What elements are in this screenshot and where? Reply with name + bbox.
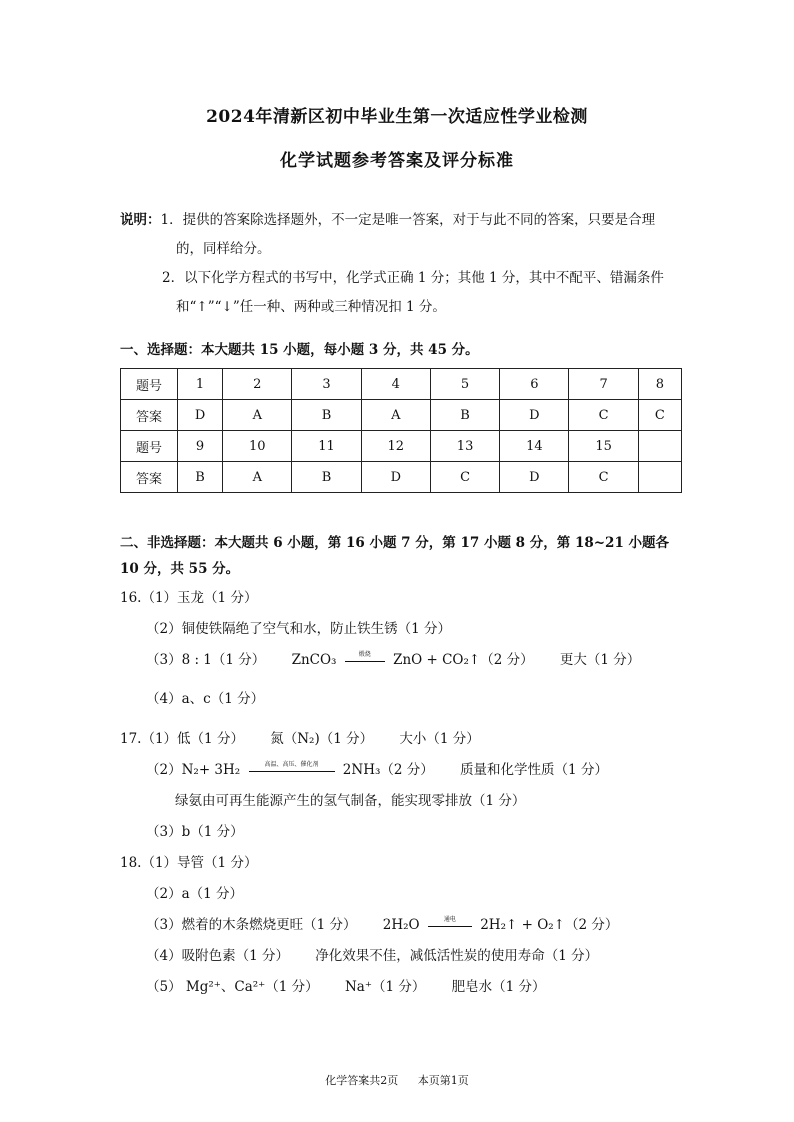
answer-table [120,368,682,493]
table-cell: D [500,462,569,493]
q17-1-b: 氮（N₂)（1 分） [270,731,374,747]
q18-line-5 [146,975,546,995]
q16-line-2: （2）铜使铁隔绝了空气和水，防止铁生锈（1 分） [146,621,451,637]
q16-line-3 [146,648,640,668]
table-row [121,369,682,400]
table-cell: 7 [569,369,638,400]
q16-3-product: ZnO + CO₂↑（2 分） [393,652,534,668]
instruction-2b: 和“↑”“↓”任一种、两种或三种情况扣 1 分。 [176,299,446,315]
q18-3-reactant: 2H₂O [382,917,420,933]
q17-line-2-cont: 绿氨由可再生能源产生的氢气制备，能实现零排放（1 分） [175,793,526,809]
table-cell: 14 [500,431,569,462]
section-1-title: 一、选择题：本大题共 15 小题，每小题 3 分，共 45 分。 [120,342,479,358]
q17-2-product: 2NH₃（2 分） [342,762,434,778]
q16-3-extra: 更大（1 分） [559,652,641,668]
reaction-arrow [428,916,472,927]
page-subtitle: 化学试题参考答案及评分标准 [280,151,514,171]
reaction-arrow [345,651,385,662]
table-cell: 5 [430,369,499,400]
table-cell: 10 [223,431,292,462]
q18-3-product: 2H₂↑ + O₂↑（2 分） [480,917,619,933]
reaction-condition: 通电 [443,916,456,923]
table-cell: 12 [361,431,430,462]
table-label: 答案 [121,462,178,493]
q18-line-3 [146,913,618,933]
table-cell: 13 [430,431,499,462]
table-cell: 11 [292,431,361,462]
table-row [121,431,682,462]
table-cell: A [223,400,292,431]
table-cell: B [292,400,361,431]
table-cell: 6 [500,369,569,400]
table-cell: D [178,400,223,431]
table-cell: 4 [361,369,430,400]
q18-5-a: （5） Mg²⁺、Ca²⁺（1 分） [146,979,319,995]
table-cell: B [178,462,223,493]
q18-4-a: （4）吸附色素（1 分） [146,948,289,964]
table-cell: D [361,462,430,493]
q16-3-reactant: ZnCO₃ [291,652,337,668]
q16-3-ratio: （3）8 : 1（1 分） [146,652,266,668]
q17-1-a: 17.（1）低（1 分） [120,731,244,747]
q17-2-reactants: （2）N₂+ 3H₂ [146,762,241,778]
table-cell: 9 [178,431,223,462]
table-label: 题号 [121,369,178,400]
table-cell: C [569,400,638,431]
q16-line-4: （4）a、c（1 分） [146,691,265,707]
table-cell [638,431,681,462]
reaction-condition: 煅烧 [358,651,371,658]
table-row [121,462,682,493]
table-cell: 1 [178,369,223,400]
instruction-1a: 1．提供的答案除选择题外，不一定是唯一答案，对于与此不同的答案，只要是合理 [160,212,656,228]
table-cell: 3 [292,369,361,400]
footer-current-page: 本页第1页 [417,1074,469,1087]
q16-line-1: 16.（1）玉龙（1 分） [120,590,258,606]
reaction-condition: 高温、高压、催化剂 [264,761,319,768]
footer-total-pages: 化学答案共2页 [325,1074,399,1087]
table-cell: A [361,400,430,431]
reaction-arrow [249,761,335,772]
table-label: 题号 [121,431,178,462]
q17-line-3: （3）b（1 分） [146,824,244,840]
table-cell: C [638,400,681,431]
q17-line-1 [120,727,480,747]
table-cell: 8 [638,369,681,400]
q17-line-2 [146,758,608,778]
table-cell: B [292,462,361,493]
table-cell: C [430,462,499,493]
instruction-1b: 的，同样给分。 [176,241,271,257]
q18-5-b: Na⁺（1 分） [344,979,426,995]
instructions-lead: 说明： [120,212,161,228]
table-label: 答案 [121,400,178,431]
instruction-2a: 2．以下化学方程式的书写中，化学式正确 1 分；其他 1 分，其中不配平、错漏条件 [162,270,664,286]
q18-5-c: 肥皂水（1 分） [451,979,546,995]
page-footer [0,1072,794,1088]
table-row [121,400,682,431]
table-cell: B [430,400,499,431]
q17-2-extra: 质量和化学性质（1 分） [460,762,608,778]
table-cell [638,462,681,493]
q18-3-a: （3）燃着的木条燃烧更旺（1 分） [146,917,357,933]
table-cell: C [569,462,638,493]
table-cell: D [500,400,569,431]
q18-line-1: 18.（1）导管（1 分） [120,855,258,871]
table-cell: A [223,462,292,493]
q18-4-b: 净化效果不佳，减低活性炭的使用寿命（1 分） [315,948,599,964]
q17-1-c: 大小（1 分） [399,731,480,747]
q18-line-4 [146,944,598,964]
page-title: 2024年清新区初中毕业生第一次适应性学业检测 [206,107,588,127]
table-cell: 15 [569,431,638,462]
instructions [120,206,680,322]
q18-line-2: （2）a（1 分） [146,886,244,902]
section-2-title: 二、非选择题：本大题共 6 小题，第 16 小题 7 分，第 17 小题 8 分，第 18~21 小题各 10 分，共 55 分。 [120,535,670,577]
table-cell: 2 [223,369,292,400]
